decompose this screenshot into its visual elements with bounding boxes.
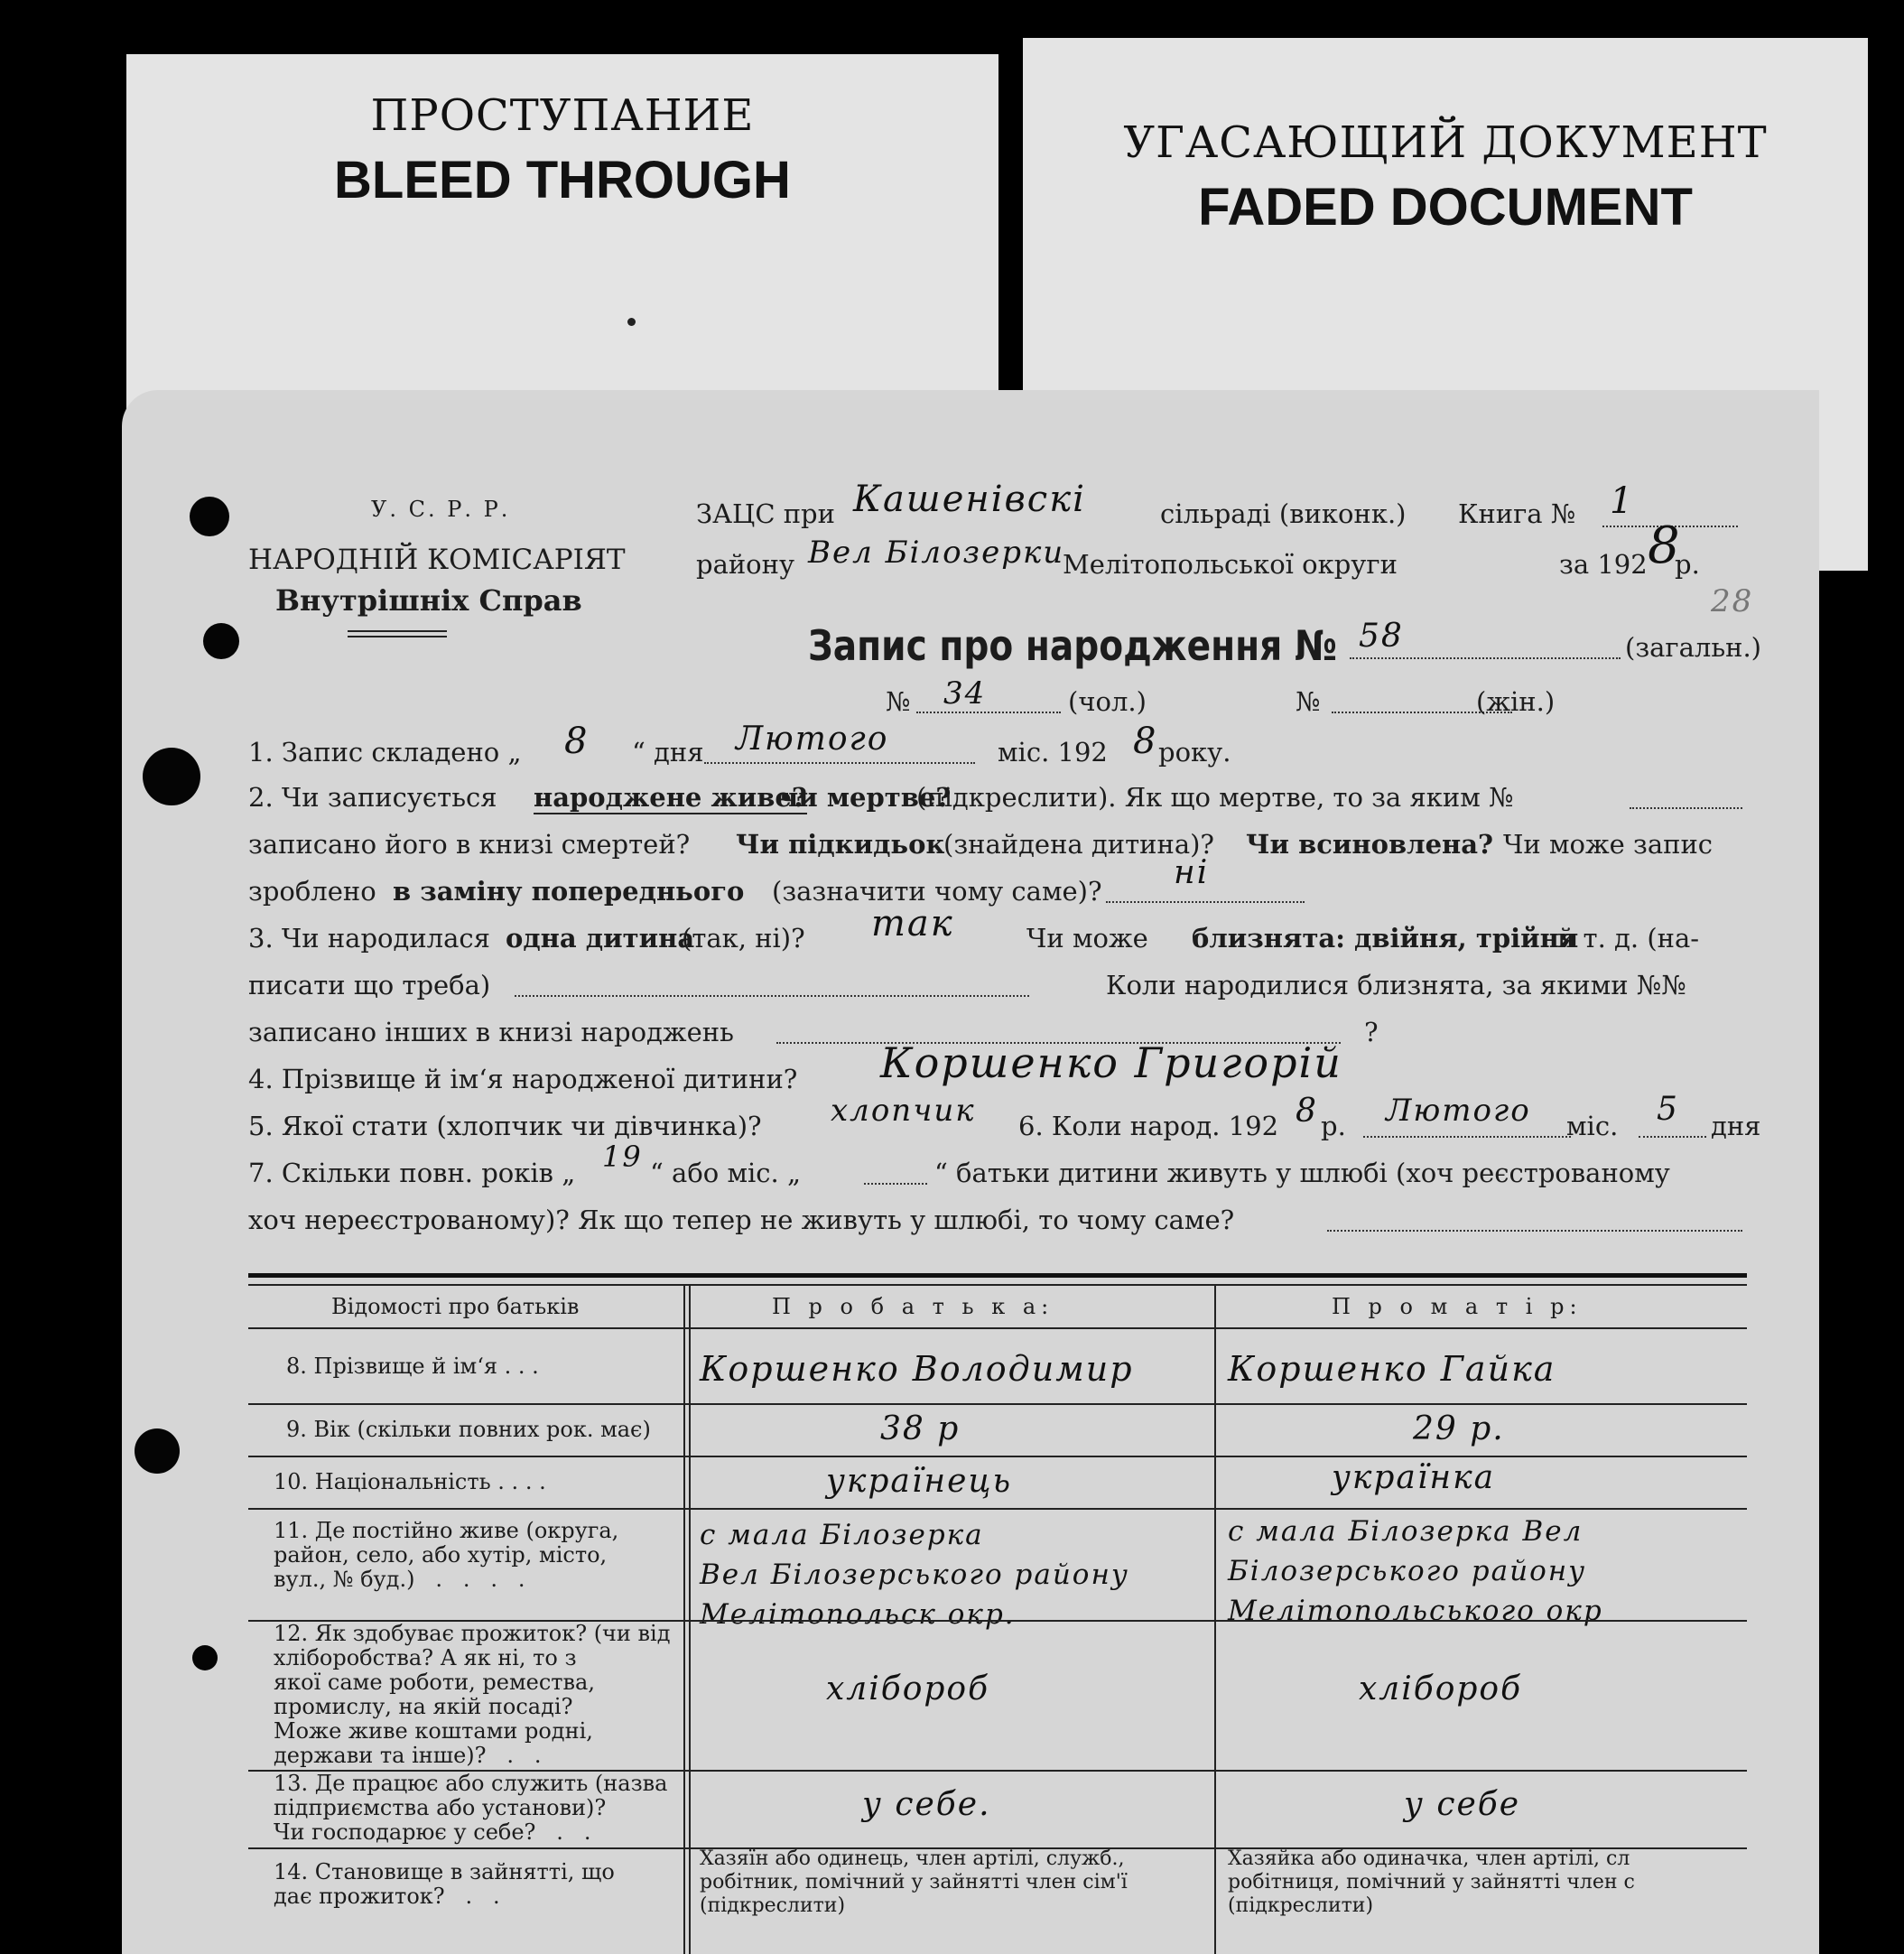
q2-value: ні — [1174, 854, 1210, 891]
punch-hole — [135, 1428, 180, 1474]
q2-line1d: (підкреслити). Як що мертве, то за яким № — [916, 782, 1514, 813]
divider — [348, 630, 447, 632]
table-row-rule — [248, 1508, 1747, 1510]
internal-affairs-label: Внутрішніх Справ — [275, 583, 582, 618]
q6-dnya: дня — [1711, 1111, 1761, 1141]
q2-line3a: зроблено — [248, 876, 376, 907]
q3-line2-blank — [515, 995, 1029, 997]
q3-line3b: ? — [1364, 1017, 1379, 1047]
q3-line1c: (так, ні)? — [682, 923, 805, 954]
q1-month: Лютого — [736, 721, 889, 758]
father-workplace: у себе. — [862, 1786, 991, 1823]
q2-replacement: в заміну попереднього — [393, 876, 745, 907]
divider — [348, 636, 447, 637]
q2-line2a: записано його в книзі смертей? — [248, 829, 691, 860]
ussr-label: У. С. Р. Р. — [371, 497, 511, 522]
commissariat-label: НАРОДНІЙ КОМІСАРІЯТ — [248, 544, 626, 576]
q2-line3c: (зазначити чому саме)? — [772, 876, 1102, 907]
speck — [627, 318, 636, 326]
q1-prefix: 1. Запис складено „ — [248, 737, 522, 768]
district-label: району — [696, 549, 795, 580]
q6-day-line — [1639, 1136, 1706, 1138]
punch-hole — [192, 1645, 218, 1670]
q6-month-line — [1363, 1136, 1571, 1138]
q7-line2: хоч нереєстрованому)? Як що тепер не живуть у шлюбі, то чому саме? — [248, 1205, 1235, 1235]
q1-year: 8 — [1133, 721, 1158, 762]
female-no-label: № — [1296, 686, 1321, 717]
father-employment-status: Хазяїн або одинець, член артілі, служб., робітник, помічний у зайнятті член сім'ї (підкреслити) — [700, 1847, 1128, 1917]
table-col-divider — [689, 1284, 691, 1954]
q3-single: одна дитина — [506, 923, 695, 954]
record-number: 58 — [1359, 618, 1404, 655]
mother-workplace: у себе — [1404, 1786, 1521, 1823]
q2-line1a: 2. Чи записується — [248, 782, 497, 813]
q6-month: Лютого — [1386, 1093, 1531, 1129]
table-top-rule — [248, 1284, 1747, 1286]
bleed-through-ru: ПРОСТУПАНИЕ — [370, 90, 755, 141]
mother-employment-status: Хазяйка або одиначка, член артілі, сл робітниця, помічний у зайнятті член с (підкреслити) — [1228, 1847, 1635, 1917]
row-label: 11. Де постійно живе (округа, район, село, або хутір, місто, вул., № буд.) . . . . — [274, 1518, 619, 1592]
q6-day: 5 — [1657, 1091, 1679, 1128]
punch-hole — [143, 748, 200, 805]
row-label: 8. Прізвище й ім‘я . . . — [286, 1354, 539, 1379]
q7-line1a: 7. Скільки повн. років „ — [248, 1158, 576, 1188]
q6-label: 6. Коли народ. 192 — [1018, 1111, 1279, 1141]
father-name: Коршенко Володимир — [700, 1349, 1134, 1389]
q2-alive: народжене живе? — [534, 782, 807, 813]
row-label: 12. Як здобуває прожиток? (чи від хліборобства? А як ні, то з якої саме роботи, ремества, промислу, на якій посаді? Може живе коштами родні, держави та інше)? . . — [274, 1621, 671, 1768]
mother-name: Коршенко Гайка — [1228, 1349, 1556, 1389]
q6-year: 8 — [1296, 1093, 1318, 1130]
q3-line2b: Коли народилися близнята, за якими №№ — [1106, 970, 1686, 1000]
father-occupation: хлібороб — [826, 1670, 990, 1707]
q3-twins: близнята: двійня, трійня — [1192, 923, 1579, 954]
q2-adopted: Чи всиновлена? — [1246, 829, 1494, 860]
q6-mis: міс. — [1566, 1111, 1619, 1141]
bleed-through-notice — [126, 54, 998, 433]
female-label: (жін.) — [1476, 686, 1556, 717]
q5-label: 5. Якої стати (хлопчик чи дівчинка)? — [248, 1111, 762, 1141]
father-residence: с мала Білозерка Вел Білозерського району Мелітопольск окр. — [700, 1519, 1129, 1631]
q2-foundling: Чи підкидьок — [736, 829, 945, 860]
q2-line2c: (знайдена дитина)? — [943, 829, 1214, 860]
q7-months-blank — [864, 1183, 927, 1185]
row-label: 9. Вік (скільки повних рок. має) — [286, 1417, 651, 1442]
birth-record-document — [122, 390, 1819, 1954]
council-label: сільраді (виконк.) — [1160, 498, 1407, 529]
q6-r: р. — [1321, 1111, 1346, 1141]
q1-year-prefix: міс. 192 — [998, 737, 1108, 768]
q2-line1-blank — [1630, 807, 1742, 809]
male-no-label: № — [886, 686, 911, 717]
district-value: Вел Білозерки — [808, 535, 1065, 571]
q7-line1c: “ батьки дитини живуть у шлюбі (хоч реєстрованому — [934, 1158, 1670, 1188]
male-no-value: 34 — [943, 675, 987, 712]
q2-dead: чи мертве? — [779, 782, 952, 813]
q7-line2-blank — [1327, 1230, 1742, 1232]
q2-line3-blank — [1106, 901, 1305, 903]
zags-label: ЗАЦС при — [696, 498, 835, 529]
record-number-line — [1350, 657, 1621, 659]
stamp-mark: 28 — [1711, 583, 1754, 619]
col-header-mother: П р о м а т і р: — [1332, 1294, 1583, 1319]
punch-hole — [203, 623, 239, 659]
row-label: 14. Становище в зайнятті, що дає прожиток? . . — [274, 1859, 615, 1909]
q3-line1a: 3. Чи народилася — [248, 923, 490, 954]
table-col-divider — [683, 1284, 685, 1954]
q3-value: так — [871, 903, 954, 944]
q7-years: 19 — [602, 1140, 643, 1174]
bleed-through-en: BLEED THROUGH — [334, 151, 791, 209]
col-header-info: Відомості про батьків — [331, 1294, 580, 1319]
q1-day: 8 — [564, 721, 590, 762]
year-value: 8 — [1648, 516, 1682, 575]
zags-value: Кашенівскі — [853, 479, 1086, 520]
mother-occupation: хлібороб — [1359, 1670, 1523, 1707]
table-top-rule — [248, 1273, 1747, 1278]
q4-value: Коршенко Григорій — [880, 1038, 1342, 1087]
faded-document-en: FADED DOCUMENT — [1198, 178, 1693, 237]
book-value: 1 — [1610, 480, 1635, 522]
row-label: 10. Національність . . . . — [274, 1469, 546, 1494]
q4-label: 4. Прізвище й ім‘я народженої дитини? — [248, 1064, 798, 1094]
book-label: Книга № — [1458, 498, 1576, 529]
record-title: Запис про народження № — [808, 621, 1337, 670]
q3-line1f: й т. д. (на- — [1557, 923, 1700, 954]
year-suffix: р. — [1675, 549, 1700, 580]
male-label: (чол.) — [1068, 686, 1147, 717]
mother-nationality: українка — [1332, 1459, 1496, 1496]
q3-line2a: писати що треба) — [248, 970, 491, 1000]
table-row-rule — [248, 1456, 1747, 1457]
q1-month-line — [704, 762, 975, 764]
table-col-divider — [1214, 1284, 1216, 1954]
mother-residence: с мала Білозерка Вел Білозерського району Мелітопольського окр — [1228, 1515, 1603, 1627]
father-nationality: українець — [826, 1463, 1013, 1500]
q3-line1d: Чи може — [1026, 923, 1148, 954]
general-label: (загальн.) — [1625, 632, 1761, 663]
father-age: 38 р — [880, 1410, 961, 1447]
q5-value: хлопчик — [831, 1093, 976, 1129]
q7-line1b: “ або міс. „ — [650, 1158, 802, 1188]
table-row-rule — [248, 1403, 1747, 1405]
table-row-rule — [248, 1327, 1747, 1329]
q1-year-suffix: року. — [1158, 737, 1231, 768]
punch-hole — [190, 497, 229, 536]
male-no-line — [916, 712, 1061, 713]
q1-day-suffix: “ дня — [632, 737, 704, 768]
mother-age: 29 р. — [1413, 1410, 1505, 1447]
row-label: 13. Де працює або служить (назва підприємства або установи)? Чи господарює у себе? . . — [274, 1771, 668, 1845]
year-label: за 192 — [1559, 549, 1648, 580]
okrug-label: Мелітопольської округи — [1063, 549, 1398, 580]
q3-line3a: записано інших в книзі народжень — [248, 1017, 734, 1047]
faded-document-ru: УГАСАЮЩИЙ ДОКУМЕНТ — [1123, 117, 1768, 168]
q2-line2e: Чи може запис — [1503, 829, 1714, 860]
col-header-father: П р о б а т ь к а: — [772, 1294, 1054, 1319]
